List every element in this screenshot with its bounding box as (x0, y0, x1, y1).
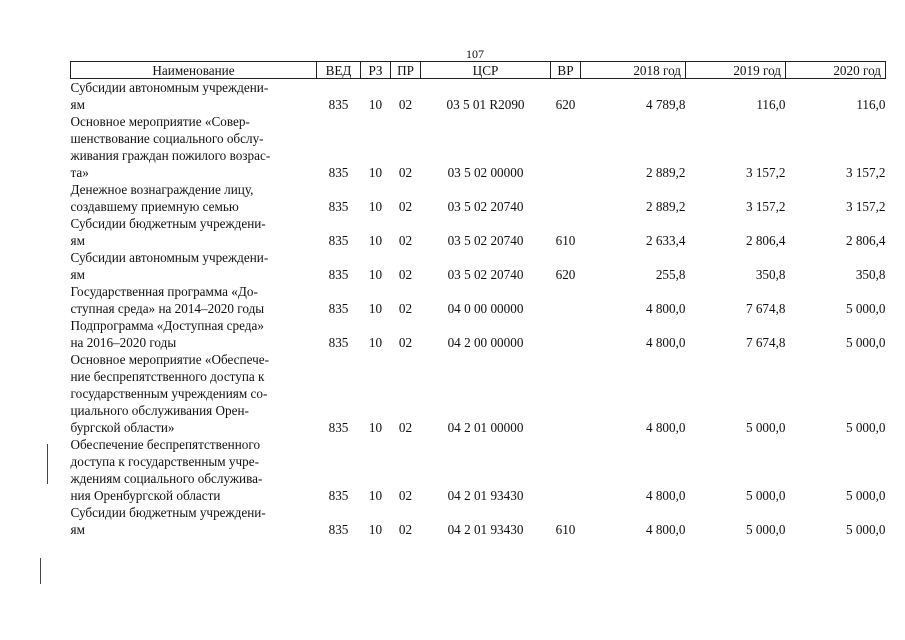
header-csr: ЦСР (421, 62, 551, 79)
cell-pr: 02 (398, 165, 413, 180)
header-ved: ВЕД (317, 62, 361, 79)
cell-ved: 835 (328, 199, 349, 214)
cell-name (71, 113, 317, 181)
name-line: ям (70, 97, 85, 112)
table-row (71, 249, 886, 283)
table-row (71, 283, 886, 317)
cell-name (71, 79, 317, 114)
cell-pr: 02 (398, 233, 413, 248)
cell-rz: 10 (368, 233, 383, 248)
name-line: ния Оренбургской области (70, 488, 221, 503)
name-line: ждениям социального обслужива- (70, 471, 263, 486)
cell-2019: 2 806,4 (745, 233, 786, 248)
cell-2020: 5 000,0 (845, 488, 886, 503)
cell-csr: 04 0 00 00000 (447, 301, 524, 316)
cell-2018: 255,8 (655, 267, 686, 282)
name-line: на 2016–2020 годы (70, 335, 177, 350)
cell-name (71, 504, 317, 538)
cell-2018: 4 800,0 (645, 301, 686, 316)
cell-csr: 03 5 02 20740 (447, 267, 524, 282)
table-row (71, 317, 886, 351)
cell-2018: 4 800,0 (645, 522, 686, 537)
name-line: ям (70, 522, 85, 537)
name-line: государственным учреждениям со- (70, 386, 268, 401)
cell-ved: 835 (328, 335, 349, 350)
name-line: создавшему приемную семью (70, 199, 239, 214)
header-pr: ПР (391, 62, 421, 79)
cell-2018: 2 889,2 (645, 165, 686, 180)
name-line: циального обслуживания Орен- (70, 403, 249, 418)
name-line: бургской области» (70, 420, 175, 435)
header-2020: 2020 год (786, 62, 886, 79)
cell-rz: 10 (368, 97, 383, 112)
cell-ved: 835 (328, 301, 349, 316)
name-line: доступа к государственным учре- (70, 454, 259, 469)
header-name: Наименование (71, 62, 317, 79)
cell-2020: 3 157,2 (845, 199, 886, 214)
cell-ved: 835 (328, 165, 349, 180)
cell-vr (551, 351, 581, 436)
name-line: живания граждан пожилого возрас- (70, 148, 271, 163)
name-line: Государственная программа «До- (70, 284, 258, 299)
cell-2018: 2 633,4 (645, 233, 686, 248)
table-row (71, 215, 886, 249)
cell-name (71, 181, 317, 215)
cell-vr: 620 (555, 267, 576, 282)
cell-csr: 04 2 01 93430 (447, 488, 524, 503)
cell-vr (551, 181, 581, 215)
cell-rz: 10 (368, 335, 383, 350)
name-line: Денежное вознаграждение лицу, (70, 182, 254, 197)
cell-2019: 5 000,0 (745, 522, 786, 537)
name-line: шенствование социального обслу- (70, 131, 264, 146)
cell-csr: 04 2 00 00000 (447, 335, 524, 350)
cell-2019: 7 674,8 (745, 301, 786, 316)
name-line: Субсидии автономным учреждени- (70, 80, 269, 95)
cell-pr: 02 (398, 97, 413, 112)
cell-csr: 03 5 01 R2090 (446, 97, 525, 112)
header-rz: РЗ (361, 62, 391, 79)
cell-2018: 4 800,0 (645, 420, 686, 435)
cell-rz: 10 (368, 199, 383, 214)
cell-rz: 10 (368, 522, 383, 537)
cell-rz: 10 (368, 165, 383, 180)
cell-csr: 03 5 02 20740 (447, 199, 524, 214)
name-line: ям (70, 233, 85, 248)
name-line: ступная среда» на 2014–2020 годы (70, 301, 265, 316)
table-row (71, 79, 886, 114)
cell-2018: 4 800,0 (645, 488, 686, 503)
cell-ved: 835 (328, 267, 349, 282)
cell-csr: 03 5 02 20740 (447, 233, 524, 248)
name-line: Субсидии бюджетным учреждени- (70, 216, 266, 231)
cell-pr: 02 (398, 488, 413, 503)
margin-mark (47, 444, 48, 484)
cell-vr (551, 436, 581, 504)
cell-vr: 610 (555, 522, 576, 537)
cell-name (71, 436, 317, 504)
cell-rz: 10 (368, 267, 383, 282)
cell-csr: 04 2 01 00000 (447, 420, 524, 435)
cell-2020: 350,8 (855, 267, 886, 282)
table-row (71, 113, 886, 181)
cell-2019: 350,8 (755, 267, 786, 282)
cell-2019: 3 157,2 (745, 165, 786, 180)
cell-name (71, 249, 317, 283)
table-row (71, 504, 886, 538)
cell-ved: 835 (328, 97, 349, 112)
table-row (71, 436, 886, 504)
page-number: 107 (466, 47, 484, 61)
cell-pr: 02 (398, 335, 413, 350)
cell-ved: 835 (328, 522, 349, 537)
cell-2020: 116,0 (856, 97, 886, 112)
cell-pr: 02 (398, 199, 413, 214)
cell-2019: 5 000,0 (745, 488, 786, 503)
cell-ved: 835 (328, 420, 349, 435)
name-line: та» (70, 165, 89, 180)
cell-csr: 04 2 01 93430 (447, 522, 524, 537)
cell-vr (551, 283, 581, 317)
cell-name (71, 351, 317, 436)
cell-rz: 10 (368, 301, 383, 316)
cell-2019: 5 000,0 (745, 420, 786, 435)
header-2018: 2018 год (581, 62, 686, 79)
cell-csr: 03 5 02 00000 (447, 165, 524, 180)
budget-table (70, 61, 886, 538)
cell-2020: 5 000,0 (845, 522, 886, 537)
cell-name (71, 283, 317, 317)
cell-2019: 7 674,8 (745, 335, 786, 350)
header-vr: ВР (551, 62, 581, 79)
cell-rz: 10 (368, 420, 383, 435)
name-line: ние беспрепятственного доступа к (70, 369, 265, 384)
cell-pr: 02 (398, 522, 413, 537)
cell-rz: 10 (368, 488, 383, 503)
table-row (71, 181, 886, 215)
name-line: Субсидии бюджетным учреждени- (70, 505, 266, 520)
table-row (71, 351, 886, 436)
cell-vr (551, 317, 581, 351)
cell-2020: 5 000,0 (845, 335, 886, 350)
cell-2019: 116,0 (756, 97, 786, 112)
cell-2020: 3 157,2 (845, 165, 886, 180)
cell-2019: 3 157,2 (745, 199, 786, 214)
cell-name (71, 215, 317, 249)
cell-vr: 610 (555, 233, 576, 248)
table-header-row (71, 62, 886, 79)
cell-pr: 02 (398, 301, 413, 316)
cell-name (71, 317, 317, 351)
cell-ved: 835 (328, 488, 349, 503)
cell-vr: 620 (555, 97, 576, 112)
name-line: ям (70, 267, 85, 282)
cell-2020: 5 000,0 (845, 301, 886, 316)
cell-ved: 835 (328, 233, 349, 248)
table-body (71, 79, 886, 539)
cell-2018: 4 789,8 (645, 97, 686, 112)
cell-pr: 02 (398, 420, 413, 435)
cell-2020: 2 806,4 (845, 233, 886, 248)
name-line: Основное мероприятие «Совер- (70, 114, 250, 129)
cell-2018: 2 889,2 (645, 199, 686, 214)
name-line: Основное мероприятие «Обеспече- (70, 352, 269, 367)
cell-2020: 5 000,0 (845, 420, 886, 435)
cell-2018: 4 800,0 (645, 335, 686, 350)
cell-vr (551, 113, 581, 181)
cell-pr: 02 (398, 267, 413, 282)
name-line: Обеспечение беспрепятственного (70, 437, 261, 452)
margin-mark (40, 558, 41, 584)
name-line: Подпрограмма «Доступная среда» (70, 318, 264, 333)
header-2019: 2019 год (686, 62, 786, 79)
name-line: Субсидии автономным учреждени- (70, 250, 269, 265)
